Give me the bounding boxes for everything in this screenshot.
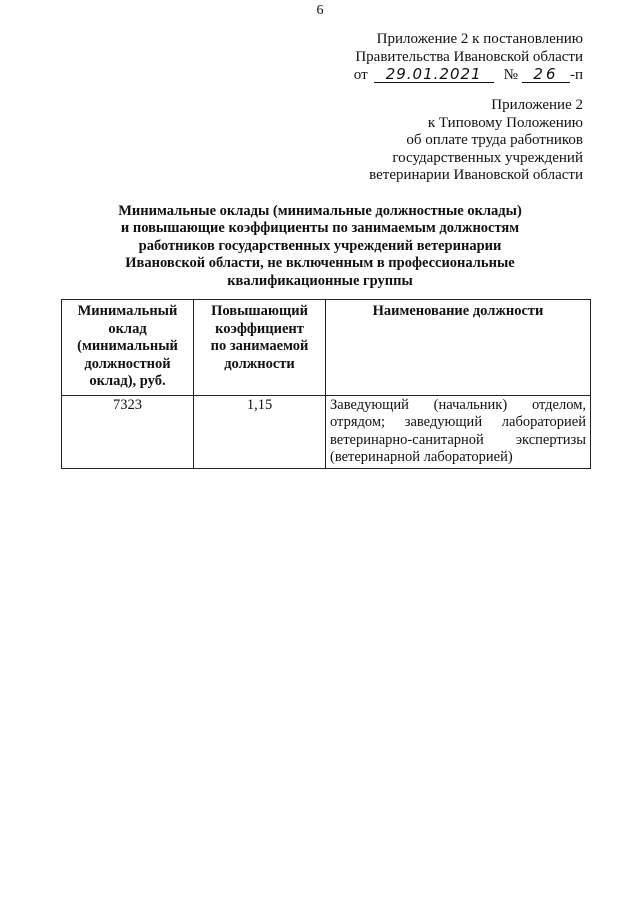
appendix-regulation-line: Приложение 2 [491,97,583,113]
header-min-salary-line: должностной [84,355,171,372]
header-min-salary [62,300,194,396]
heading-line: квалификационные группы [227,272,413,289]
header-min-salary-line: (минимальный [77,338,178,354]
heading-line: Минимальные оклады (минимальные должностные оклады) [118,203,522,219]
appendix-regulation-line: к Типовому Положению [427,114,583,131]
table-header-row [62,300,591,396]
from-label: от [353,67,368,83]
heading-line: Ивановской области, не включенным в профессиональные [125,255,515,272]
heading-line: и повышающие коэффициенты по занимаемым должностям [120,220,520,237]
salary-table [61,299,591,469]
appendix-resolution-line1: Приложение 2 к постановлению [376,31,583,47]
header-min-salary-line: оклад), руб. [89,373,166,389]
appendix-regulation-line: об оплате труда работников [406,132,583,148]
header-coefficient-line: Повышающий [211,303,308,319]
cell-position-name: Заведующий (начальник) отделом, отрядом; заведующий лабораторией ветеринарно-санитарной экспертизы (ветеринарной лабораторией) [326,395,591,468]
heading-line: работников государственных учреждений ветеринарии [138,237,502,254]
number-label: № [503,67,518,83]
handwritten-number: 26 [522,66,570,83]
header-coefficient-line: коэффициент [215,320,304,337]
header-position-name [326,300,591,396]
appendix-resolution-line2: Правительства Ивановской области [355,49,583,65]
header-min-salary-line: оклад [108,320,147,337]
header-position-name-text: Наименование должности [372,303,544,319]
appendix-regulation-line: ветеринарии Ивановской области [369,167,583,183]
number-suffix: -п [569,67,583,83]
appendix-resolution-block [354,30,583,84]
document-heading [60,203,580,290]
header-coefficient-line: должности [224,355,295,372]
cell-min-salary: 7323 [62,395,194,468]
appendix-regulation-line: государственных учреждений [392,149,583,166]
header-coefficient-line: по занимаемой [210,338,309,354]
header-min-salary-line: Минимальный [77,303,178,319]
table-row [62,395,591,468]
header-coefficient [194,300,326,396]
handwritten-date: 29.01.2021 [374,66,494,83]
appendix-regulation-block [369,97,583,185]
resolution-reference [354,66,583,84]
page-number: 6 [316,3,324,18]
cell-coefficient: 1,15 [194,395,326,468]
